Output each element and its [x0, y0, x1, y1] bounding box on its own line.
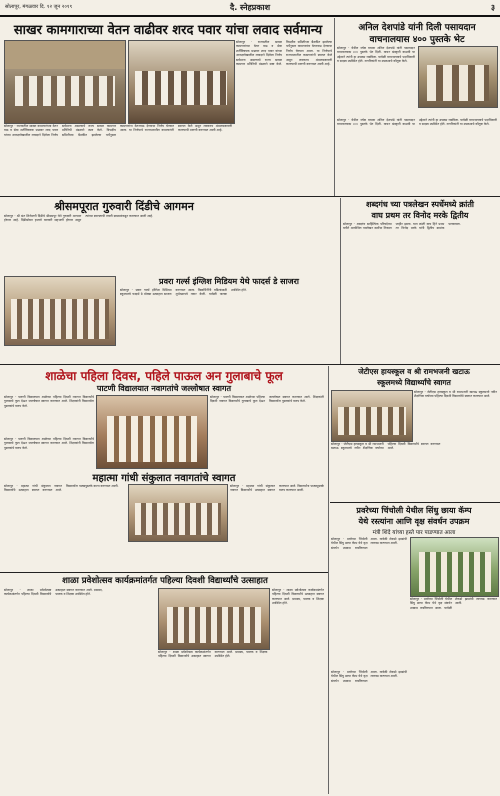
story4-photo [4, 276, 116, 346]
story6-headline: शाळेचा पहिला दिवस, पहिले पाऊल अन गुलाबाचे फूल [45, 369, 283, 383]
story9-body-cont-2: सोलापूर - प्रवरेच्या चिंचोली येथील सिंधु छाया कॅम्प येथे वृक्ष संवर्धन उपक्रम राबविण्यात आला. यावेळी शेकडो झाडांची लागवड करण्यात आली. [331, 670, 407, 683]
story7-subhead: स्कूलमध्ये विद्यार्थ्यांचे स्वागत [377, 378, 451, 387]
story10-body-cont: सोलापूर - शाळा प्रवेशोत्सव कार्यक्रमांतर्गत पहिल्या दिवशी विद्यार्थ्यांचे उत्साहात स्वागत करण्यात आले. ग्रामस्थ, पालक व शिक्षक उपस्थित होते. [158, 650, 268, 659]
story9-body: सोलापूर - प्रवरेच्या चिंचोली येथील सिंधु छाया कॅम्प येथे वृक्ष संवर्धन उपक्रम राबविण्यात आला. यावेळी शेकडो झाडांची लागवड करण्यात आली. [331, 537, 407, 550]
story2-subhead: वाचनालयास ४०० पुस्तके भेट [369, 35, 465, 45]
story5-subhead: वाघ प्रथम तर विनोद मरके द्वितीय [371, 211, 469, 220]
story9-headline: प्रवरेच्या चिंचोली येथील सिंधु छाया कॅम्प [356, 506, 472, 515]
story10-headline: शाळा प्रवेशोत्सव कार्यक्रमांतर्गत पहिल्या दिवशी विद्यार्थ्यांचे उत्साहात [62, 576, 268, 586]
story8-body-cont: सोलापूर - महात्मा गांधी संकुलात नवागत विद्यार्थ्यांचे उत्साहात स्वागत करण्यात आले. विद्यार्थ्यांना पाठ्यपुस्तके वाटप करण्यात आली. [230, 484, 324, 493]
page-header [0, 0, 500, 16]
story10-body: सोलापूर - शाळा प्रवेशोत्सव कार्यक्रमांतर्गत पहिल्या दिवशी विद्यार्थ्यांचे उत्साहात स्वागत करण्यात आले. ग्रामस्थ, पालक व शिक्षक उपस्थित होते. [4, 588, 103, 597]
story2-body: सोलापूर - येथील ज्येष्ठ वाचक अनिल देशपांडे यांनी पसायदान वाचनालयास ४०० पुस्तके भेट दिली. वाचन संस्कृती वाढावी या उद्देशाने त्यांनी हा उपक्रम राबविला. यावेळी वाचनालयाचे पदाधिकारी व सदस्य उपस्थित होते. नागरिकांनी या उपक्रमाचे कौतुक केले. [337, 46, 415, 64]
story1-photo-2 [128, 40, 235, 124]
story7-photo [331, 390, 413, 442]
page-number: ३ [490, 3, 495, 12]
story9-subhead-2: मंत्री शिंदे यांच्या हस्ते पार पाडण्यात आला [372, 530, 456, 536]
story7-body: सोलापूर - जेटीएस हायस्कूल व श्री रामभजनी खटाऊ स्कूलमध्ये नवीन शैक्षणिक वर्षाच्या पहिल्या दिवशी विद्यार्थ्यांचे स्वागत करण्यात आले. [414, 390, 497, 399]
story6-photo [96, 395, 208, 469]
story1-body-cont: सोलापूर - राज्यातील साखर कामगारांच्या वेतन वाढ व सेवा शर्तीविषयक प्रश्नावर शरद पवार यांच्या अध्यक्षतेखालील लवादाने दिलेला निर्णय सर्वमान्य असल्याचे राज्य साखर कामगार प्रतिनिधी मंडळाने स्पष्ट केले. त्रिपक्षीय समितीच्या बैठकीत झालेल्या चर्चेनुसार कामगारांना वेतनवाढ देण्याचा निर्णय घेण्यात आला. या निर्णयाचे राज्यभरातील कामगारांनी स्वागत केले असून लवकरच अंमलबजावणी करण्याची मागणी करण्यात आली आहे. [236, 40, 332, 67]
story2-photo [418, 46, 498, 108]
story6-body: सोलापूर - पाटणी विद्यालयात शाळेच्या पहिल्या दिवशी नवागत विद्यार्थ्यांचे गुलाबाचे फूल देऊन जल्लोषात स्वागत करण्यात आले. शिक्षकांनी विद्यार्थ्यांना पुस्तकांचे वाटप केले. [4, 395, 94, 408]
story1-headline: साखर कामगाराच्या वेतन वाढीवर शरद पवार यांचा लवाद सर्वमान्य [13, 23, 323, 38]
story7-body-cont: सोलापूर - जेटीएस हायस्कूल व श्री रामभजनी खटाऊ स्कूलमध्ये नवीन शैक्षणिक वर्षाच्या पहिल्या दिवशी विद्यार्थ्यांचे स्वागत करण्यात आले. [331, 442, 441, 451]
story3-body: सोलापूर - श्री संत शिरोमणी दिंडीचे श्रीसमपूर येथे गुरुवारी आगमन होणार आहे. दिंडीसोबत हजारो वारकरी सहभागी होणार असून त्यांच्या स्वागताची तयारी ग्रामस्थांकडून करण्यात आली आहे. [4, 214, 154, 223]
story3-headline: श्रीसमपूरात गुरुवारी दिंडीचे आगमन [54, 200, 194, 213]
story6-body-cont: सोलापूर - पाटणी विद्यालयात शाळेच्या पहिल्या दिवशी नवागत विद्यार्थ्यांचे गुलाबाचे फूल देऊन जल्लोषात स्वागत करण्यात आले. शिक्षकांनी विद्यार्थ्यांना पुस्तकांचे वाटप केले. [210, 395, 324, 404]
story2-body-cont: सोलापूर - येथील ज्येष्ठ वाचक अनिल देशपांडे यांनी पसायदान वाचनालयास ४०० पुस्तके भेट दिली. वाचन संस्कृती वाढावी या उद्देशाने त्यांनी हा उपक्रम राबविला. यावेळी वाचनालयाचे पदाधिकारी व सदस्य उपस्थित होते. नागरिकांनी या उपक्रमाचे कौतुक केले. [337, 118, 497, 127]
story7-headline: जेटीएस हायस्कूल व श्री रामभजनी खटाऊ [358, 367, 470, 376]
story1-photo [4, 40, 126, 124]
header-date: सोलापूर, मंगळवार दि. १२ जून २०१९ [5, 4, 73, 10]
story9-body-cont: सोलापूर - प्रवरेच्या चिंचोली येथील सिंधु छाया कॅम्प येथे वृक्ष संवर्धन उपक्रम राबविण्यात आला. यावेळी शेकडो झाडांची लागवड करण्यात आली. [410, 597, 497, 610]
story5-headline: शब्दगंध च्या पत्रलेखन स्पर्धेमध्ये क्रांती [365, 200, 475, 209]
story8-body: सोलापूर - महात्मा गांधी संकुलात नवागत विद्यार्थ्यांचे उत्साहात स्वागत करण्यात आले. विद्यार्थ्यांना पाठ्यपुस्तके वाटप करण्यात आली. [4, 484, 119, 493]
story4-body: सोलापूर - प्रवरा गर्ल्स इंग्लिश मिडियम स्कूलमध्ये फादर्स डे मोठ्या उत्साहात साजरा करण्यात आला. विद्यार्थिनींनी वडिलांसाठी शुभेच्छापत्रे तयार केली. यावेळी पालक उपस्थित होते. [120, 288, 247, 297]
masthead: दै. स्नेहप्रकाश [229, 3, 271, 12]
story1-body: सोलापूर - राज्यातील साखर कामगारांच्या वेतन वाढ व सेवा शर्तीविषयक प्रश्नावर शरद पवार यांच्या अध्यक्षतेखालील लवादाने दिलेला निर्णय सर्वमान्य असल्याचे राज्य साखर कामगार प्रतिनिधी मंडळाने स्पष्ट केले. त्रिपक्षीय समितीच्या बैठकीत झालेल्या चर्चेनुसार कामगारांना वेतनवाढ देण्याचा निर्णय घेण्यात आला. या निर्णयाचे राज्यभरातील कामगारांनी स्वागत केले असून लवकरच अंमलबजावणी करण्याची मागणी करण्यात आली आहे. [4, 124, 232, 137]
story8-photo [128, 484, 228, 542]
story2-headline: अनिल देशपांडे यांनी दिली पसायदान [358, 23, 476, 33]
story6-body-cont-2: सोलापूर - पाटणी विद्यालयात शाळेच्या पहिल्या दिवशी नवागत विद्यार्थ्यांचे गुलाबाचे फूल देऊन जल्लोषात स्वागत करण्यात आले. शिक्षकांनी विद्यार्थ्यांना पुस्तकांचे वाटप केले. [4, 437, 94, 450]
story5-body: सोलापूर - शब्दगंध साहित्यिक परिषदेच्या वतीने आयोजित पत्रलेखन स्पर्धेचा निकाल जाहीर झाला. यात क्रांती वाघ हिने प्रथम तर विनोद मरके यांनी द्वितीय क्रमांक पटकावला. [343, 222, 461, 231]
story10-body-cont-2: सोलापूर - शाळा प्रवेशोत्सव कार्यक्रमांतर्गत पहिल्या दिवशी विद्यार्थ्यांचे उत्साहात स्वागत करण्यात आले. ग्रामस्थ, पालक व शिक्षक उपस्थित होते. [272, 588, 324, 606]
story6-subhead: पाटणी विद्यालयात नवागतांचे जल्लोषात स्वागत [96, 384, 232, 393]
story10-photo [158, 588, 270, 650]
story9-photo [410, 537, 499, 597]
story8-headline: महात्मा गांधी संकुलात नवागतांचे स्वागत [92, 473, 236, 484]
story4-headline: प्रवरा गर्ल्स इंग्लिश मिडियम येथे फादर्स डे साजरा [159, 277, 299, 286]
story9-subhead: येथे रस्त्यांना आणि वृक्ष संवर्धन उपक्रम [358, 517, 470, 526]
